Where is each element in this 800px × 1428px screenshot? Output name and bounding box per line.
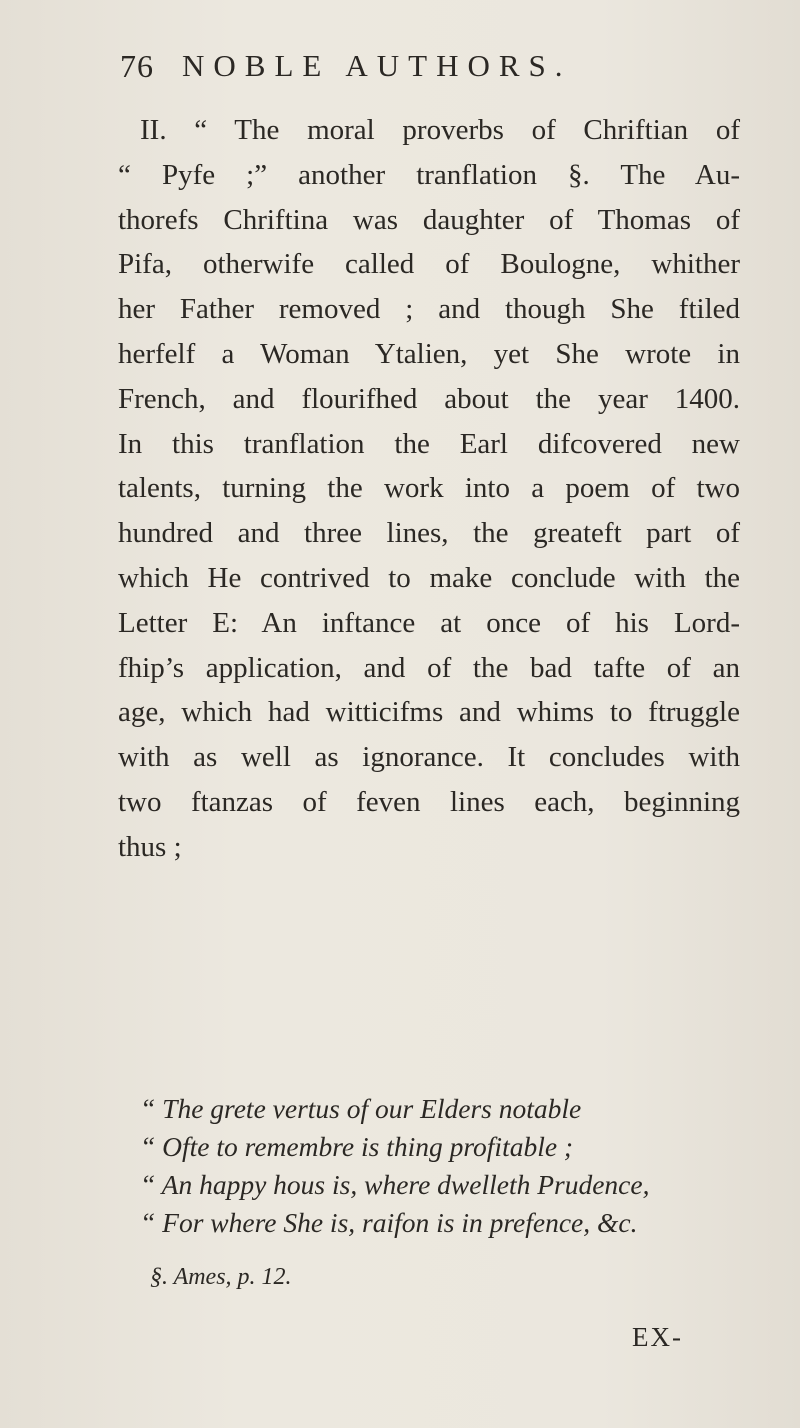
text-line: French, and flourifhed about the year 1400.	[118, 382, 740, 415]
text-line: with as well as ignorance. It concludes with	[118, 741, 740, 774]
footnote: §. Ames, p. 12.	[150, 1264, 292, 1290]
text-line: talents, turning the work into a poem of two	[118, 472, 740, 505]
page-number: 76	[120, 48, 154, 84]
verse-line: “ The grete vertus of our Elders notable	[140, 1093, 582, 1124]
text-line: Letter E: An inftance at once of his Lord-	[118, 606, 740, 639]
text-line: her Father removed ; and though She ftiled	[118, 293, 740, 326]
running-head: NOBLE AUTHORS.	[182, 48, 572, 83]
text-line: which He contrived to make conclude with the	[118, 561, 740, 594]
text-line: two ftanzas of feven lines each, beginning	[118, 785, 740, 818]
verse-line: “ Ofte to remembre is thing profitable ;	[140, 1131, 574, 1162]
text-line: fhip’s application, and of the bad tafte of an	[118, 651, 740, 684]
text-line: “ Pyfe ;” another tranflation §. The Au-	[118, 158, 740, 191]
text-line: thorefs Chriftina was daughter of Thomas of	[118, 203, 740, 236]
text-line: thus ;	[118, 830, 182, 863]
body-paragraph	[118, 108, 740, 870]
verse-quotation	[140, 1090, 740, 1242]
verse-line: “ An happy hous is, where dwelleth Prudence,	[140, 1169, 650, 1200]
text-line: age, which had witticifms and whims to ftruggle	[118, 696, 740, 729]
text-line: In this tranflation the Earl difcovered new	[118, 427, 740, 460]
page-header	[120, 48, 720, 92]
verse-line: “ For where She is, raifon is in prefence, &c.	[140, 1207, 638, 1238]
catchword: EX-	[632, 1322, 683, 1352]
text-line: herfelf a Woman Ytalien, yet She wrote in	[118, 337, 740, 370]
text-line: hundred and three lines, the greateft part of	[118, 517, 740, 550]
text-line: II. “ The moral proverbs of Chriftian of	[140, 114, 740, 146]
text-line: Pifa, otherwife called of Boulogne, whither	[118, 248, 740, 281]
